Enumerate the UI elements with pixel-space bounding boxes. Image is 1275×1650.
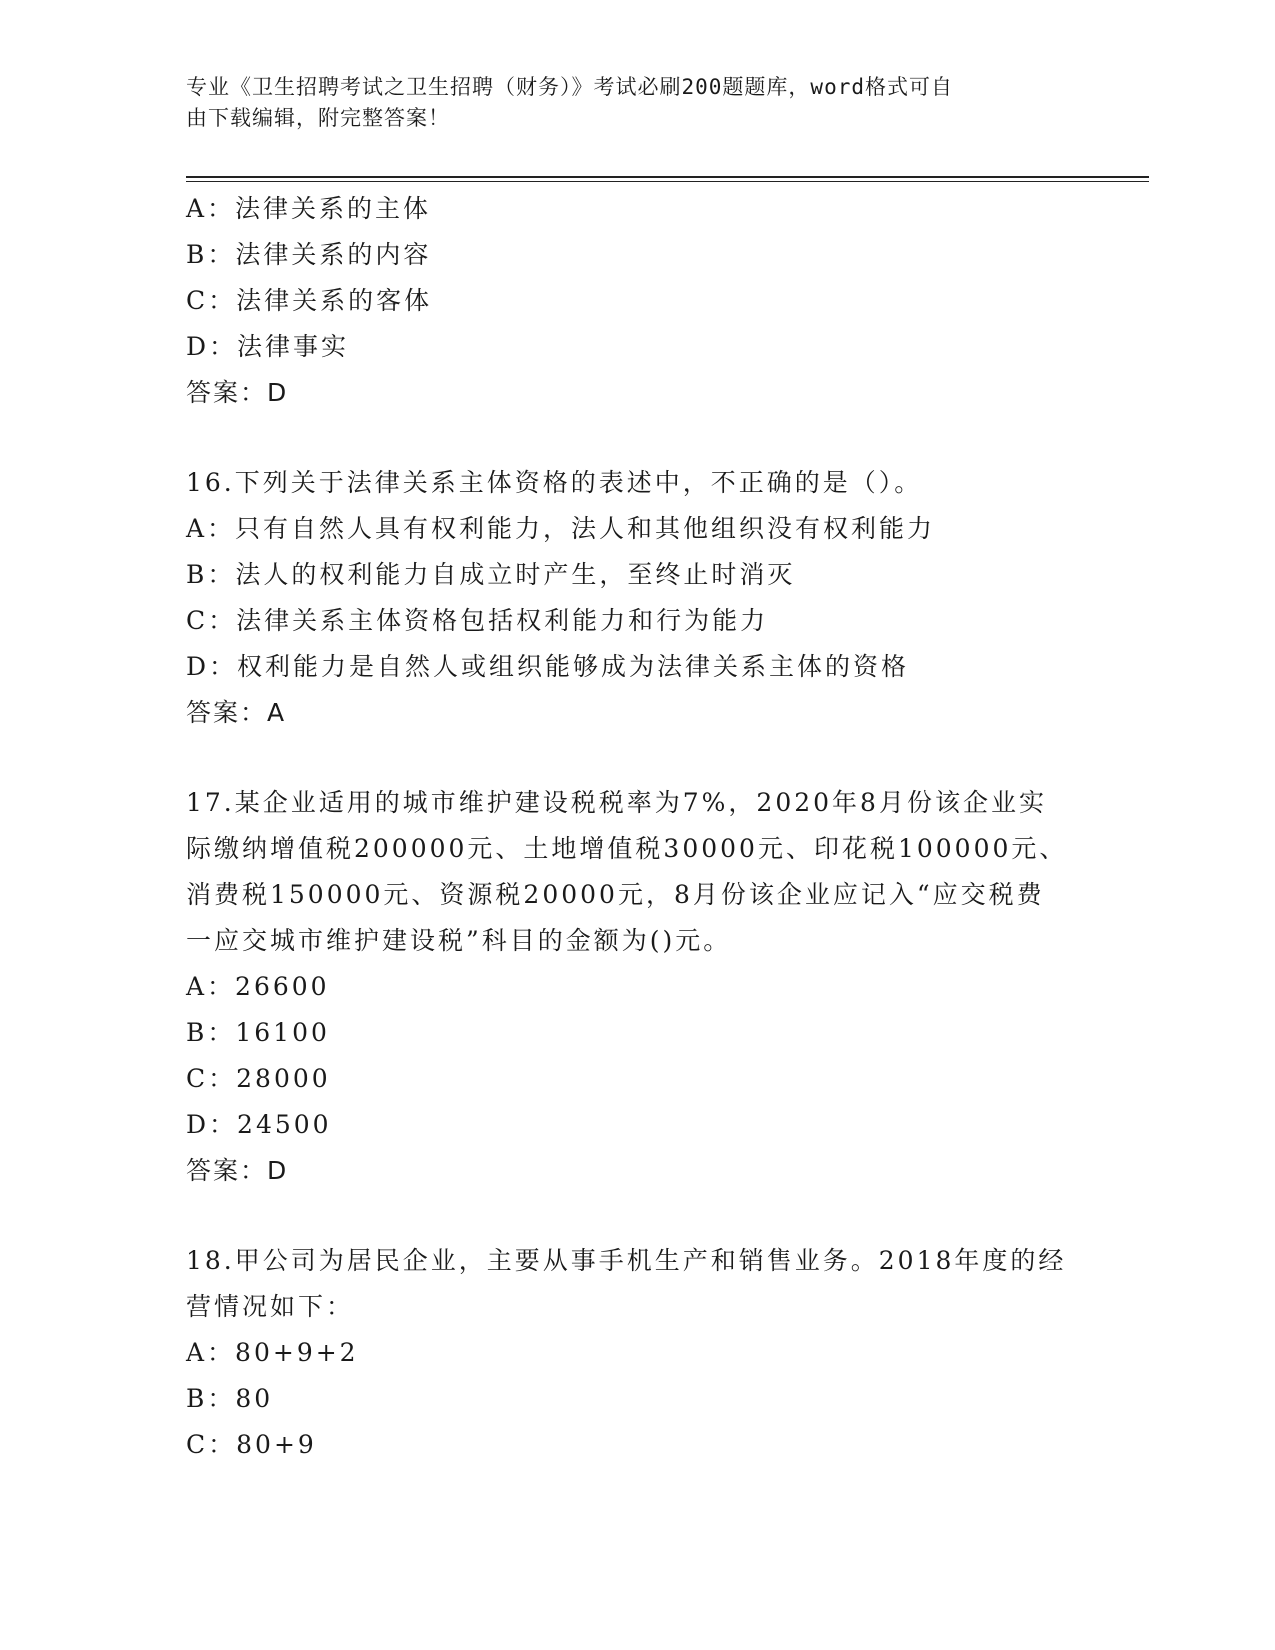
question-stem-line-1: 18.甲公司为居民企业，主要从事手机生产和销售业务。2018年度的经 [186, 1246, 1067, 1275]
question-16 [186, 460, 1086, 736]
header-rule-thin [186, 181, 1149, 182]
question-stem-line-2: 营情况如下： [186, 1292, 355, 1321]
option-b: B：法律关系的内容 [186, 240, 432, 269]
question-stem-line-1: 17.某企业适用的城市维护建设税税率为7%，2020年8月份该企业实 [186, 788, 1047, 817]
document-header [186, 72, 1066, 134]
option-d: D：24500 [186, 1110, 332, 1139]
option-a: A：法律关系的主体 [186, 194, 432, 223]
option-b: B：80 [186, 1384, 274, 1413]
option-c: C：28000 [186, 1064, 331, 1093]
option-c: C：法律关系主体资格包括权利能力和行为能力 [186, 606, 769, 635]
header-rule-thick [186, 176, 1149, 178]
answer: 答案：D [186, 1156, 289, 1185]
question-stem-line-3: 消费税150000元、资源税20000元，8月份该企业应记入“应交税费 [186, 880, 1045, 909]
option-d: D：权利能力是自然人或组织能够成为法律关系主体的资格 [186, 652, 910, 681]
question-18 [186, 1238, 1086, 1468]
option-c: C：法律关系的客体 [186, 286, 433, 315]
option-a: A：26600 [186, 972, 330, 1001]
option-d: D：法律事实 [186, 332, 350, 361]
question-list [186, 186, 1086, 1512]
answer: 答案：D [186, 378, 289, 407]
question-15 [186, 186, 1086, 416]
question-stem-line-4: 一应交城市维护建设税”科目的金额为()元。 [186, 926, 732, 955]
option-a: A：只有自然人具有权利能力，法人和其他组织没有权利能力 [186, 514, 936, 543]
question-stem: 16.下列关于法律关系主体资格的表述中，不正确的是（）。 [186, 468, 923, 497]
question-stem-line-2: 际缴纳增值税200000元、土地增值税30000元、印花税100000元、 [186, 834, 1068, 863]
header-line-1: 专业《卫生招聘考试之卫生招聘（财务）》考试必刷200题题库，word格式可自 [186, 75, 953, 99]
answer: 答案：A [186, 698, 287, 727]
option-b: B：法人的权利能力自成立时产生，至终止时消灭 [186, 560, 796, 589]
option-b: B：16100 [186, 1018, 330, 1047]
header-line-2: 由下载编辑，附完整答案！ [186, 106, 450, 130]
option-c: C：80+9 [186, 1430, 317, 1459]
option-a: A：80+9+2 [186, 1338, 359, 1367]
question-17 [186, 780, 1086, 1194]
